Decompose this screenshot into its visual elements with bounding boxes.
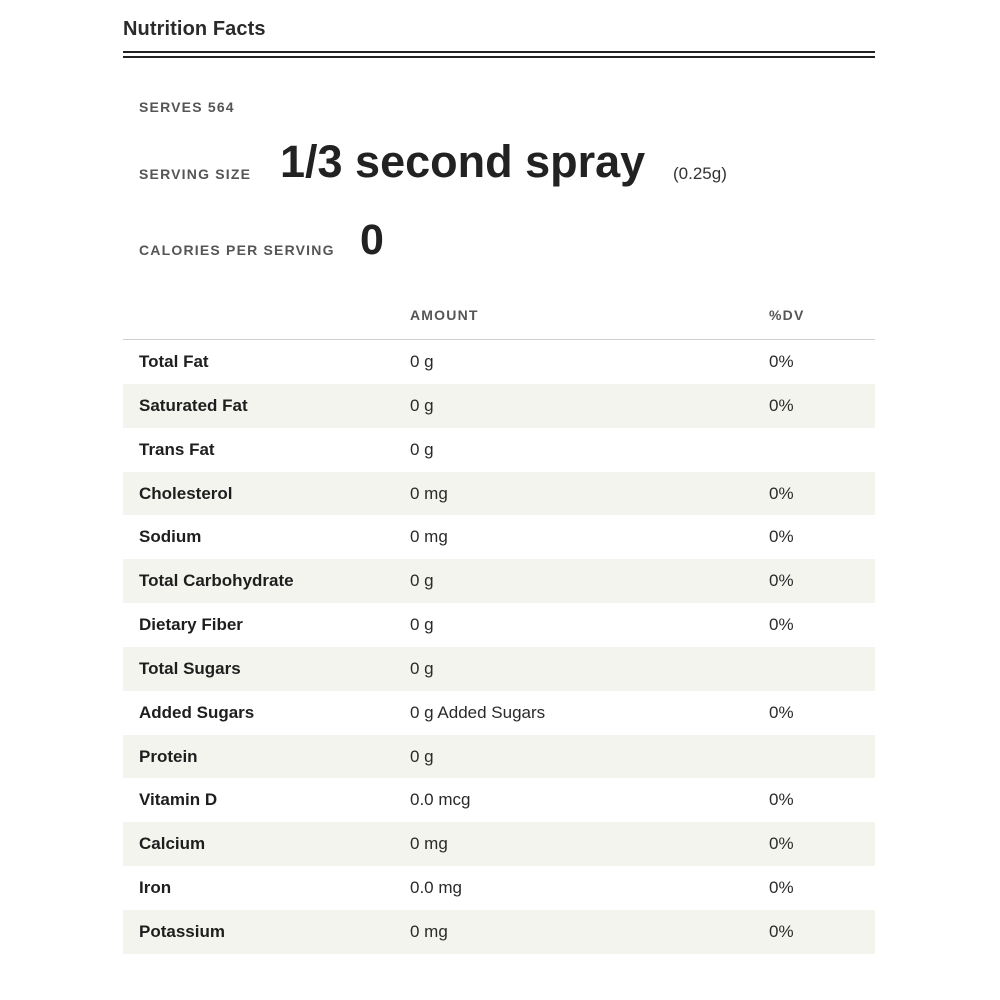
nutrient-name: Total Fat: [139, 352, 209, 371]
serving-size-label: SERVING SIZE: [139, 166, 252, 182]
table-row: [123, 384, 875, 428]
table-row: [123, 735, 875, 779]
nutrient-name: Total Carbohydrate: [139, 571, 294, 591]
serving-size-weight: (0.25g): [673, 164, 727, 183]
table-row: [123, 647, 875, 691]
dv-column-header: %DV: [769, 307, 805, 323]
nutrient-dv: 0%: [769, 878, 794, 898]
table-row: [123, 515, 875, 559]
nutrient-amount: 0 g Added Sugars: [410, 702, 546, 722]
title-divider-top: [123, 51, 875, 53]
nutrient-dv: 0%: [769, 921, 794, 941]
nutrient-name: Total Sugars: [139, 658, 241, 678]
nutrient-dv: 0%: [769, 702, 794, 722]
nutrient-dv: 0%: [769, 790, 794, 810]
nutrient-dv: 0%: [769, 527, 794, 547]
nutrient-name: Potassium: [139, 921, 225, 941]
table-row: [123, 866, 875, 910]
table-row: [123, 559, 875, 603]
nutrient-amount: 0 g: [410, 746, 434, 766]
nutrient-name: Calcium: [139, 834, 206, 854]
serves-count: SERVES 564: [139, 99, 235, 115]
table-row: [123, 778, 875, 822]
nutrient-name: Protein: [139, 746, 198, 766]
title-divider-bottom: [123, 56, 875, 58]
nutrient-amount: 0 mg: [410, 921, 448, 941]
nutrient-name: Sodium: [139, 527, 202, 547]
table-row: [123, 428, 875, 472]
nutrient-dv: 0%: [769, 352, 794, 371]
nutrient-dv: 0%: [769, 834, 794, 854]
nutrient-amount: 0 g: [410, 615, 434, 635]
table-row: [123, 472, 875, 516]
nutrient-amount: 0 g: [410, 352, 434, 371]
nutrient-amount: 0.0 mg: [410, 878, 462, 898]
nutrient-dv: 0%: [769, 571, 794, 591]
nutrient-amount: 0.0 mcg: [410, 790, 471, 810]
nutrient-amount: 0 g: [410, 571, 434, 591]
nutrient-name: Trans Fat: [139, 439, 215, 459]
table-row: [123, 691, 875, 735]
nutrient-name: Vitamin D: [139, 790, 218, 810]
calories-label: CALORIES PER SERVING: [139, 242, 335, 258]
nutrient-name: Iron: [139, 878, 172, 898]
nutrient-name: Saturated Fat: [139, 395, 248, 415]
serving-size-value: 1/3 second spray: [280, 136, 646, 187]
page-title: Nutrition Facts: [123, 18, 266, 40]
nutrient-amount: 0 g: [410, 658, 434, 678]
table-row: [123, 603, 875, 647]
nutrient-name: Cholesterol: [139, 483, 233, 503]
nutrient-dv: 0%: [769, 483, 794, 503]
nutrient-dv: 0%: [769, 395, 794, 415]
nutrient-amount: 0 g: [410, 395, 434, 415]
nutrient-amount: 0 mg: [410, 527, 448, 547]
calories-value: 0: [360, 216, 384, 264]
table-row: [123, 340, 875, 384]
nutrient-name: Dietary Fiber: [139, 615, 243, 635]
amount-column-header: AMOUNT: [410, 307, 479, 323]
nutrient-amount: 0 mg: [410, 834, 448, 854]
table-row: [123, 910, 875, 954]
table-row: [123, 822, 875, 866]
nutrient-table: [123, 340, 875, 954]
nutrient-amount: 0 mg: [410, 483, 448, 503]
nutrient-dv: 0%: [769, 615, 794, 635]
nutrient-amount: 0 g: [410, 439, 434, 459]
nutrient-name: Added Sugars: [139, 702, 255, 722]
